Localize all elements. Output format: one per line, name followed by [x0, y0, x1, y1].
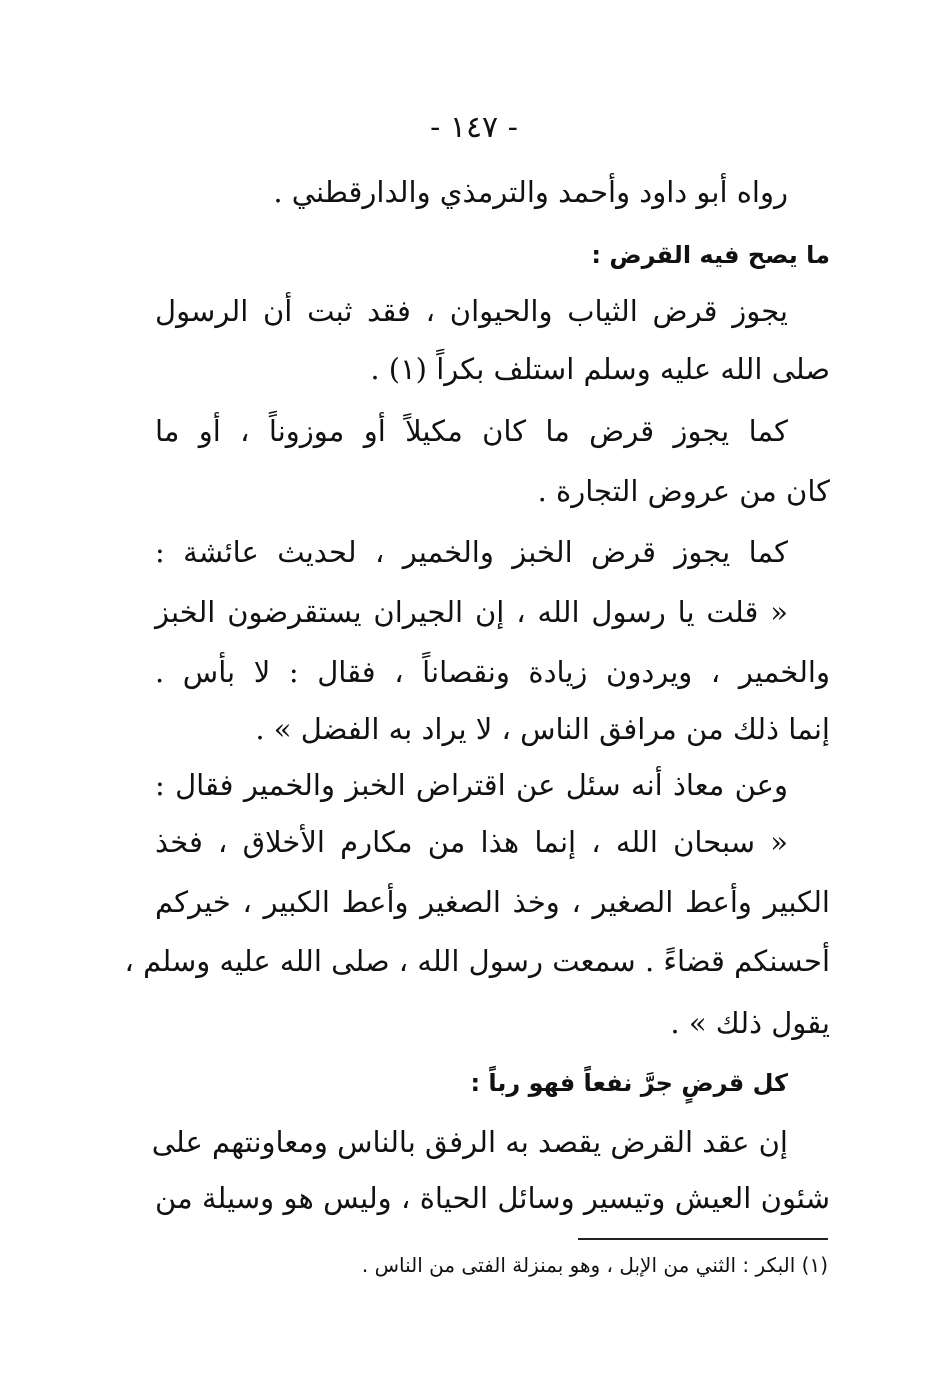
text-line: والخمير ، ويردون زيادة ونقصاناً ، فقال : لا بأس . — [155, 655, 830, 689]
section-heading-interest-loans: كل قرضٍ جرَّ نفعاً فهو رباً : — [470, 1069, 788, 1097]
text-line: شئون العيش وتيسير وسائل الحياة ، وليس هو وسيلة من — [155, 1181, 830, 1215]
text-line: إنما ذلك من مرافق الناس ، لا يراد به الفضل » . — [255, 712, 830, 746]
text-line-hadith-source: رواه أبو داود وأحمد والترمذي والدارقطني . — [273, 175, 788, 209]
text-line: صلى الله عليه وسلم استلف بكراً (١) . — [370, 352, 830, 386]
text-line: « سبحان الله ، إنما هذا من مكارم الأخلاق ، فخذ — [155, 825, 788, 859]
text-line: كما يجوز قرض الخبز والخمير ، لحديث عائشة : — [155, 535, 788, 569]
body-text — [124, 0, 830, 1230]
section-heading-valid-loans: ما يصح فيه القرض : — [591, 241, 830, 269]
text-line: يجوز قرض الثياب والحيوان ، فقد ثبت أن الرسول — [155, 294, 788, 328]
page-number: - ١٤٧ - — [430, 110, 518, 145]
footnote: (١) البكر : الثني من الإبل ، وهو بمنزلة الفتى من الناس . — [361, 1253, 828, 1277]
text-line: « قلت يا رسول الله ، إن الجيران يستقرضون الخبز — [155, 595, 788, 629]
text-line: أحسنكم قضاءً . سمعت رسول الله ، صلى الله عليه وسلم ، — [124, 944, 830, 978]
text-line: الكبير وأعط الصغير ، وخذ الصغير وأعط الكبير ، خيركم — [155, 885, 830, 919]
text-line: وعن معاذ أنه سئل عن اقتراض الخبز والخمير فقال : — [155, 768, 788, 802]
text-line: كان من عروض التجارة . — [537, 474, 830, 508]
text-line: إن عقد القرض يقصد به الرفق بالناس ومعاونتهم على — [151, 1125, 788, 1159]
text-line: يقول ذلك » . — [670, 1006, 830, 1040]
text-line: كما يجوز قرض ما كان مكيلاً أو موزوناً ، أو ما — [155, 414, 788, 448]
footnote-divider — [578, 1238, 828, 1240]
